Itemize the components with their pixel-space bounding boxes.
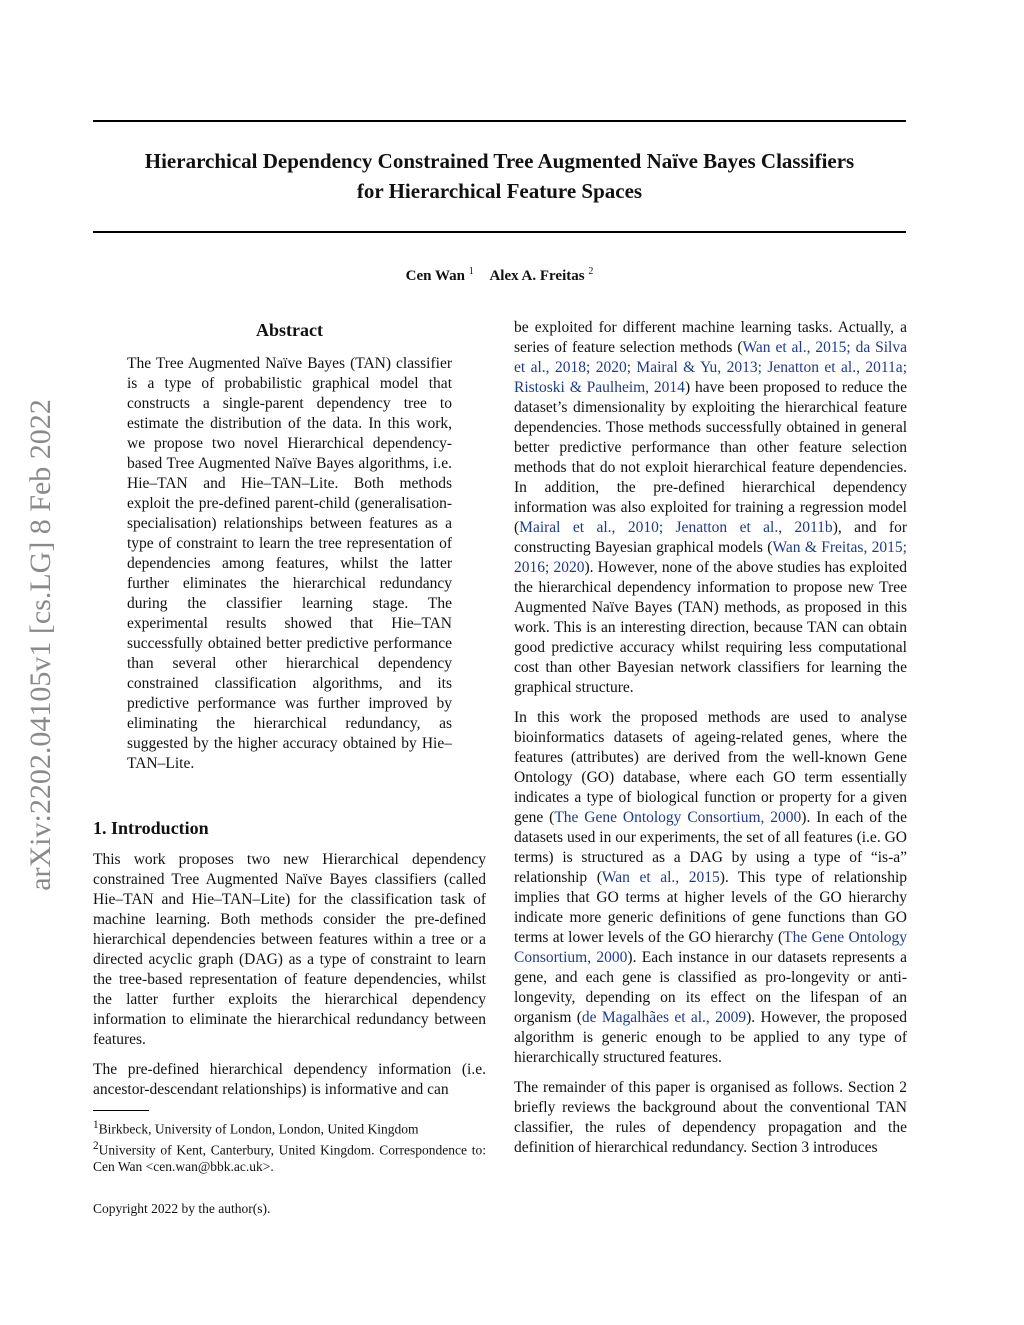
body-paragraph: be exploited for different machine learning tasks. Actually, a series of feature selection methods (Wan et al., 2015; da Silva et al., 2018; 2020; Mairal & Yu, 2013; Jenatton et al., 2011a; Ristoski & Paulheim, 2014) have been proposed to reduce the dataset’s dimensionality by exploiting the hierarchical feature dependencies. Those methods successfully obtained in general better predictive performance than other feature selection methods that do not exploit hierarchical feature dependencies. In addition, the pre-defined hierarchical dependency information was also exploited for training a regression model (Mairal et al., 2010; Jenatton et al., 2011b), and for constructing Bayesian graphical models (Wan & Freitas, 2015; 2016; 2020). However, none of the above studies has exploited the hierarchical dependency information to propose new Tree Augmented Naïve Bayes (TAN) methods, as proposed in this work. This is an interesting direction, because TAN can obtain good predictive accuracy whilst requiring less computational cost than other Bayesian network classifiers for learning the graphical structure. bbox=[514, 319, 908, 696]
footnote-rule bbox=[93, 1110, 149, 1111]
citation-link[interactable]: Wan et al., 2015 bbox=[601, 869, 720, 886]
author-list bbox=[93, 266, 906, 285]
intro-paragraph-2: The pre-defined hierarchical dependency information (i.e. ancestor-descendant relationships) is informative and can bbox=[93, 1061, 486, 1098]
paper-title bbox=[93, 146, 906, 206]
watermark-text: arXiv:2202.04105v1 [cs.LG] 8 Feb 2022 bbox=[24, 399, 57, 891]
body-paragraph: In this work the proposed methods are used to analyse bioinformatics datasets of ageing-related genes, where the features (attributes) are derived from the well-known Gene Ontology (GO) database, where each GO term essentially indicates a type of biological function or property for a given gene (The Gene Ontology Consortium, 2000). In each of the datasets used in our experiments, the set of all features (i.e. GO terms) is structured as a DAG by using a type of “is-a” relationship (Wan et al., 2015). This type of relationship implies that GO terms at higher levels of the GO hierarchy indicate more generic definitions of gene functions than GO terms at lower levels of the GO hierarchy (The Gene Ontology Consortium, 2000). Each instance in our datasets represents a gene, and each gene is classified as pro-longevity or anti-longevity, depending on its effect on the lifespan of an organism (de Magalhães et al., 2009). However, the proposed algorithm is generic enough to be applied to any type of hierarchically structured features. bbox=[514, 709, 908, 1066]
citation-link[interactable]: de Magalhães et al., 2009 bbox=[581, 1009, 747, 1026]
title-line-1: Hierarchical Dependency Constrained Tree Augmented Naïve Bayes Classifiers bbox=[144, 149, 855, 173]
right-column bbox=[514, 318, 907, 1168]
title-bottom-rule bbox=[93, 231, 906, 233]
intro-paragraph-1: This work proposes two new Hierarchical dependency constrained Tree Augmented Naïve Bayes classifiers (called Hie–TAN and Hie–TAN–Lite) for the classification task of machine learning. Both methods consider the pre-defined hierarchical dependencies between features within a tree or a directed acyclic graph (DAG) as a type of constraint to learn the tree-based representation of feature dependencies, whilst the latter further exploits the hierarchical dependency information to eliminate the hierarchical redundancy between features. bbox=[93, 851, 486, 1048]
title-line-2: for Hierarchical Feature Spaces bbox=[356, 179, 643, 203]
arxiv-watermark bbox=[20, 360, 60, 930]
citation-link[interactable]: Mairal et al., 2010; Jenatton et al., 2011b bbox=[519, 519, 833, 536]
citation-link[interactable]: Wan & Freitas, 2015; 2016; 2020 bbox=[514, 539, 907, 576]
copyright-note: Copyright 2022 by the author(s). bbox=[93, 1201, 271, 1216]
abstract-heading: Abstract bbox=[256, 320, 323, 340]
citation-link[interactable]: Wan et al., 2015; da Silva et al., 2018; 2020; Mairal & Yu, 2013; Jenatton et al., 2011a; Ristoski & Paulheim, 2014 bbox=[514, 339, 907, 396]
title-top-rule bbox=[93, 120, 906, 122]
left-column bbox=[93, 318, 486, 1219]
author: Alex A. Freitas $^2$ bbox=[489, 266, 594, 284]
citation-link[interactable]: The Gene Ontology Consortium, 2000 bbox=[514, 929, 907, 966]
section-heading-introduction: 1. Introduction bbox=[93, 818, 209, 838]
citation-link[interactable]: The Gene Ontology Consortium, 2000 bbox=[554, 809, 802, 826]
author: Cen Wan $^1$ bbox=[405, 266, 474, 284]
abstract-text: The Tree Augmented Naïve Bayes (TAN) classifier is a type of probabilistic graphical model that constructs a single-parent dependency tree to estimate the distribution of the data. In this work, we propose two novel Hierarchical dependency-based Tree Augmented Naïve Bayes algorithms, i.e. Hie–TAN and Hie–TAN–Lite. Both methods exploit the pre-defined parent-child (generalisation-specialisation) relationships between features as a type of constraint to learn the tree representation of dependencies among features, whilst the latter further eliminates the hierarchical redundancy during the classifier learning stage. The experimental results showed that Hie–TAN successfully obtained better predictive performance than several other hierarchical dependency constrained classification algorithms, and its predictive performance was further improved by eliminating the hierarchical redundancy, as suggested by the higher accuracy obtained by Hie–TAN–Lite. bbox=[127, 355, 452, 772]
body-paragraph: The remainder of this paper is organised as follows. Section 2 briefly reviews the background about the conventional TAN classifier, the rules of dependency propagation and the definition of hierarchical redundancy. Section 3 introduces bbox=[514, 1079, 907, 1156]
footnote-1: $^1$Birkbeck, University of London, London, United Kingdom bbox=[93, 1119, 419, 1137]
footnote-2: $^2$University of Kent, Canterbury, United Kingdom. Correspondence to: Cen Wan <cen.wan@bbk.ac.uk>. bbox=[93, 1139, 486, 1174]
